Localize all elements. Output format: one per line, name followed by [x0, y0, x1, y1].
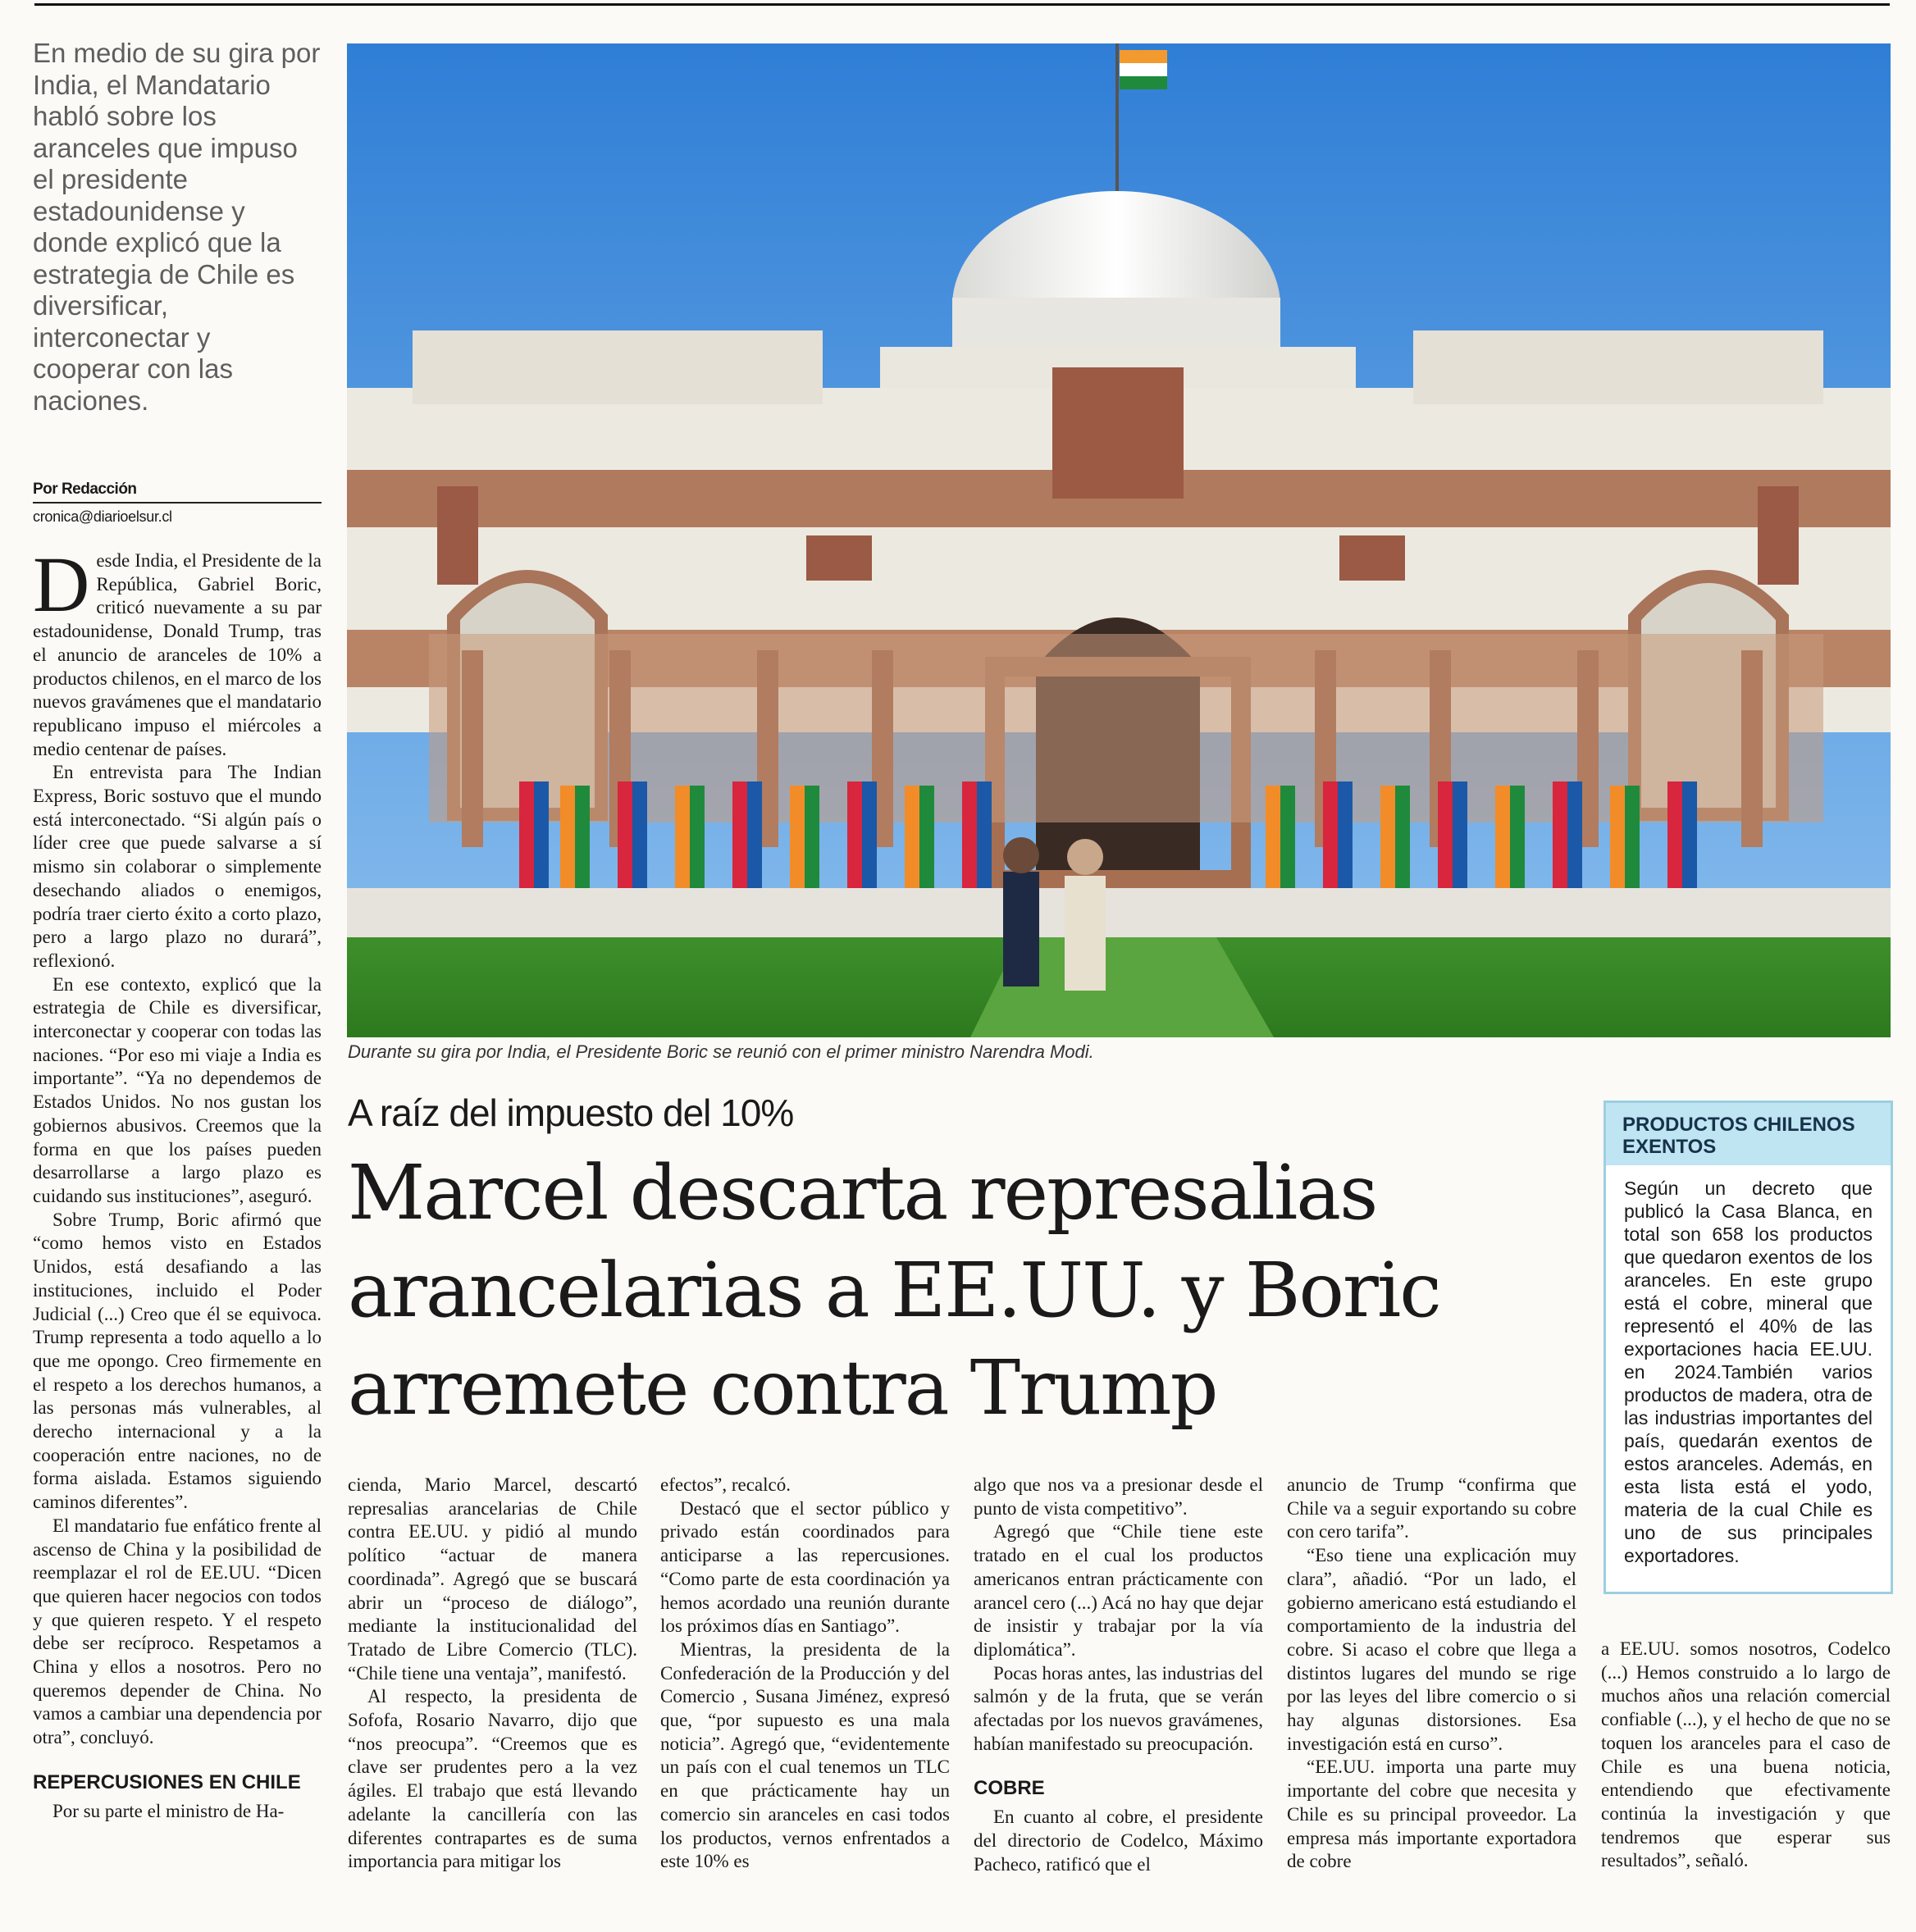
paragraph: En cuanto al cobre, el presidente del directorio de Codelco, Máximo Pacheco, ratificó que el: [974, 1807, 1263, 1875]
column-4: [974, 1474, 1263, 1876]
paragraph: El mandatario fue enfático frente al ascenso de China y la posibilidad de reemplazar el rol de EE.UU. “Dicen que quieren hacer negocios con todos y que quieren respeto. Y el respeto debe ser recíproco. Respetamos a China y ellos a nosotros. Pero no queremos depender de China. No vamos a cambiar una dependencia por otra”, concluyó.: [33, 1515, 322, 1748]
article-photo: [347, 43, 1891, 1037]
byline: [33, 481, 322, 526]
paragraph: Por su parte el ministro de Ha-: [52, 1800, 285, 1821]
headline: Marcel descarta represalias arancelarias a EE.UU. y Boric arremete contra Trump: [348, 1149, 1440, 1432]
column-3: [660, 1474, 950, 1874]
paragraph: En entrevista para The Indian Express, Boric sostuvo que el mundo está interconectado. “Si algún país o líder cree que puede salvarse a sí mismo sin colaborar o simplemente desechando aliados o enemigos, podría traer cierto éxito a corto plazo, pero a largo plazo no durará”, reflexionó.: [33, 762, 322, 971]
lede-summary: En medio de su gira por India, el Mandatario habló sobre los aranceles que impuso el presidente estadounidense y donde explicó que la estrategia de Chile es diversificar, interconectar y cooperar con las naciones.: [33, 38, 321, 416]
sidebar-text: Según un decreto que publicó la Casa Blanca, en total son 658 los productos que quedaron exentos de los aranceles. En este grupo está el cobre, mineral que representó el 40% de las exportaciones hacia EE.UU. en 2024.También varios productos de madera, otra de las industrias importantes del país, quedarán exentos de estos aranceles. Además, en esta lista está el yodo, materia de la cual Chile es uno de sus principales exportadores.: [1624, 1178, 1873, 1566]
paragraph: Mientras, la presidenta de la Confederación de la Producción y del Comercio , Susana Jiménez, expresó que, “por supuesto es una mala noticia”. Agregó que, “evidentemente un país con el cual tenemos un TLC en que prácticamente hay un comercio sin aranceles en casi todos los productos, vernos enfrentados a este 10% es: [660, 1638, 950, 1872]
paragraph: efectos”, recalcó.: [660, 1474, 791, 1495]
drop-cap: D: [33, 540, 90, 628]
paragraph: En ese contexto, explicó que la estrategia de Chile es diversificar, interconectar y cooperar con todas las naciones. “Por eso mi viaje a India es importante”. “Ya no dependemos de Estados Unidos. No nos gustan los gobiernos abusivos. Creemos que la forma en que los países pueden desarrollarse a largo plazo es cuidando sus instituciones”, aseguró.: [33, 973, 322, 1206]
sidebar-box: [1604, 1100, 1893, 1594]
sidebar-title: PRODUCTOS CHILENOS EXENTOS: [1606, 1103, 1891, 1165]
section-subhead: REPERCUSIONES EN CHILE: [33, 1770, 301, 1793]
paragraph: Al respecto, la presidenta de Sofofa, Rosario Navarro, dijo que “nos preocupa”. “Creemos que es clave ser prudentes pero a la vez ágiles. El trabajo que está llevando adelante la cancillería con las diferentes contrapartes es de suma importancia para mitigar los: [348, 1686, 637, 1872]
paragraph: Destacó que el sector público y privado están coordinados para anticiparse a las repercusiones. “Como parte de esta coordinación ya hemos acordado una reunión durante los próximos días en Santiago”.: [660, 1497, 950, 1637]
byline-author: Por Redacción: [33, 481, 322, 504]
paragraph: esde India, el Presidente de la República, Gabriel Boric, criticó nuevamente a su par estadounidense, Donald Trump, tras el anuncio de aranceles de 10% a productos chilenos, en el marco de los nuevos gravámenes que el mandatario republicano impuso el miércoles a medio centenar de países.: [33, 550, 322, 759]
paragraph: Pocas horas antes, las industrias del salmón y de la fruta, que se verán afectadas por los nuevos gravámenes, habían manifestado su preocupación.: [974, 1662, 1263, 1754]
photo-caption: Durante su gira por India, el Presidente Boric se reunió con el primer ministro Narendra Modi.: [348, 1041, 1094, 1062]
paragraph: “EE.UU. importa una parte muy importante del cobre que necesita y Chile es su principal proveedor. La empresa más importante exportadora de cobre: [1287, 1757, 1576, 1872]
byline-email: cronica@diarioelsur.cl: [33, 508, 172, 525]
top-rule: [34, 3, 1890, 6]
column-5: [1287, 1474, 1576, 1874]
column-6: [1601, 1638, 1891, 1873]
paragraph: anuncio de Trump “confirma que Chile va a seguir exportando su cobre con cero tarifa”.: [1287, 1474, 1576, 1542]
palace-photo-illustration: [347, 43, 1891, 1037]
headline-kicker: A raíz del impuesto del 10%: [348, 1091, 794, 1134]
paragraph: cienda, Mario Marcel, descartó represalias arancelarias de Chile contra EE.UU. y pidió al mundo político “actuar de manera coordinada”. Agregó que se buscará abrir un “proceso de diálogo”, mediante la institucionalidad del Tratado de Libre Comercio (TLC). “Chile tiene una ventaja”, manifestó.: [348, 1474, 637, 1684]
paragraph: Agregó que “Chile tiene este tratado en el cual los productos americanos entran prácticamente con arancel cero (...) Acá no hay que dejar de insistir y trabajar por la vía diplomática”.: [974, 1521, 1263, 1660]
paragraph: algo que nos va a presionar desde el punto de vista competitivo”.: [974, 1474, 1263, 1519]
column-1: [33, 540, 322, 1823]
paragraph: Sobre Trump, Boric afirmó que “como hemos visto en Estados Unidos, está desafiando a las instituciones, incluido el Poder Judicial (...) Creo que él se equivoca. Trump representa a todo aquello a lo que me opongo. Creo firmemente en el respeto a los derechos humanos, a las personas más vulnerables, al derecho internacional y a la cooperación entre naciones, no de forma aislada. Estamos siguiendo caminos diferentes”.: [33, 1209, 322, 1513]
column-2: [348, 1474, 637, 1874]
section-subhead: COBRE: [974, 1777, 1045, 1800]
paragraph: “Eso tiene una explicación muy clara”, añadió. “Por un lado, el gobierno americano está estudiando el comportamiento de la industria del cobre. Si acaso el cobre que llega a distintos lugares del mundo se rige por las leyes del libre comercio o si hay algunas distorsiones. Esa investigación está en curso”.: [1287, 1545, 1576, 1754]
paragraph: a EE.UU. somos nosotros, Codelco (...) Hemos construido a lo largo de muchos años una relación comercial confiable (...), y el hecho de que no se toquen los aranceles para el caso de Chile es una buena noticia, entendiendo que efectivamente continúa la investigación y que tendremos que esperar sus resultados”, señaló.: [1601, 1638, 1891, 1871]
